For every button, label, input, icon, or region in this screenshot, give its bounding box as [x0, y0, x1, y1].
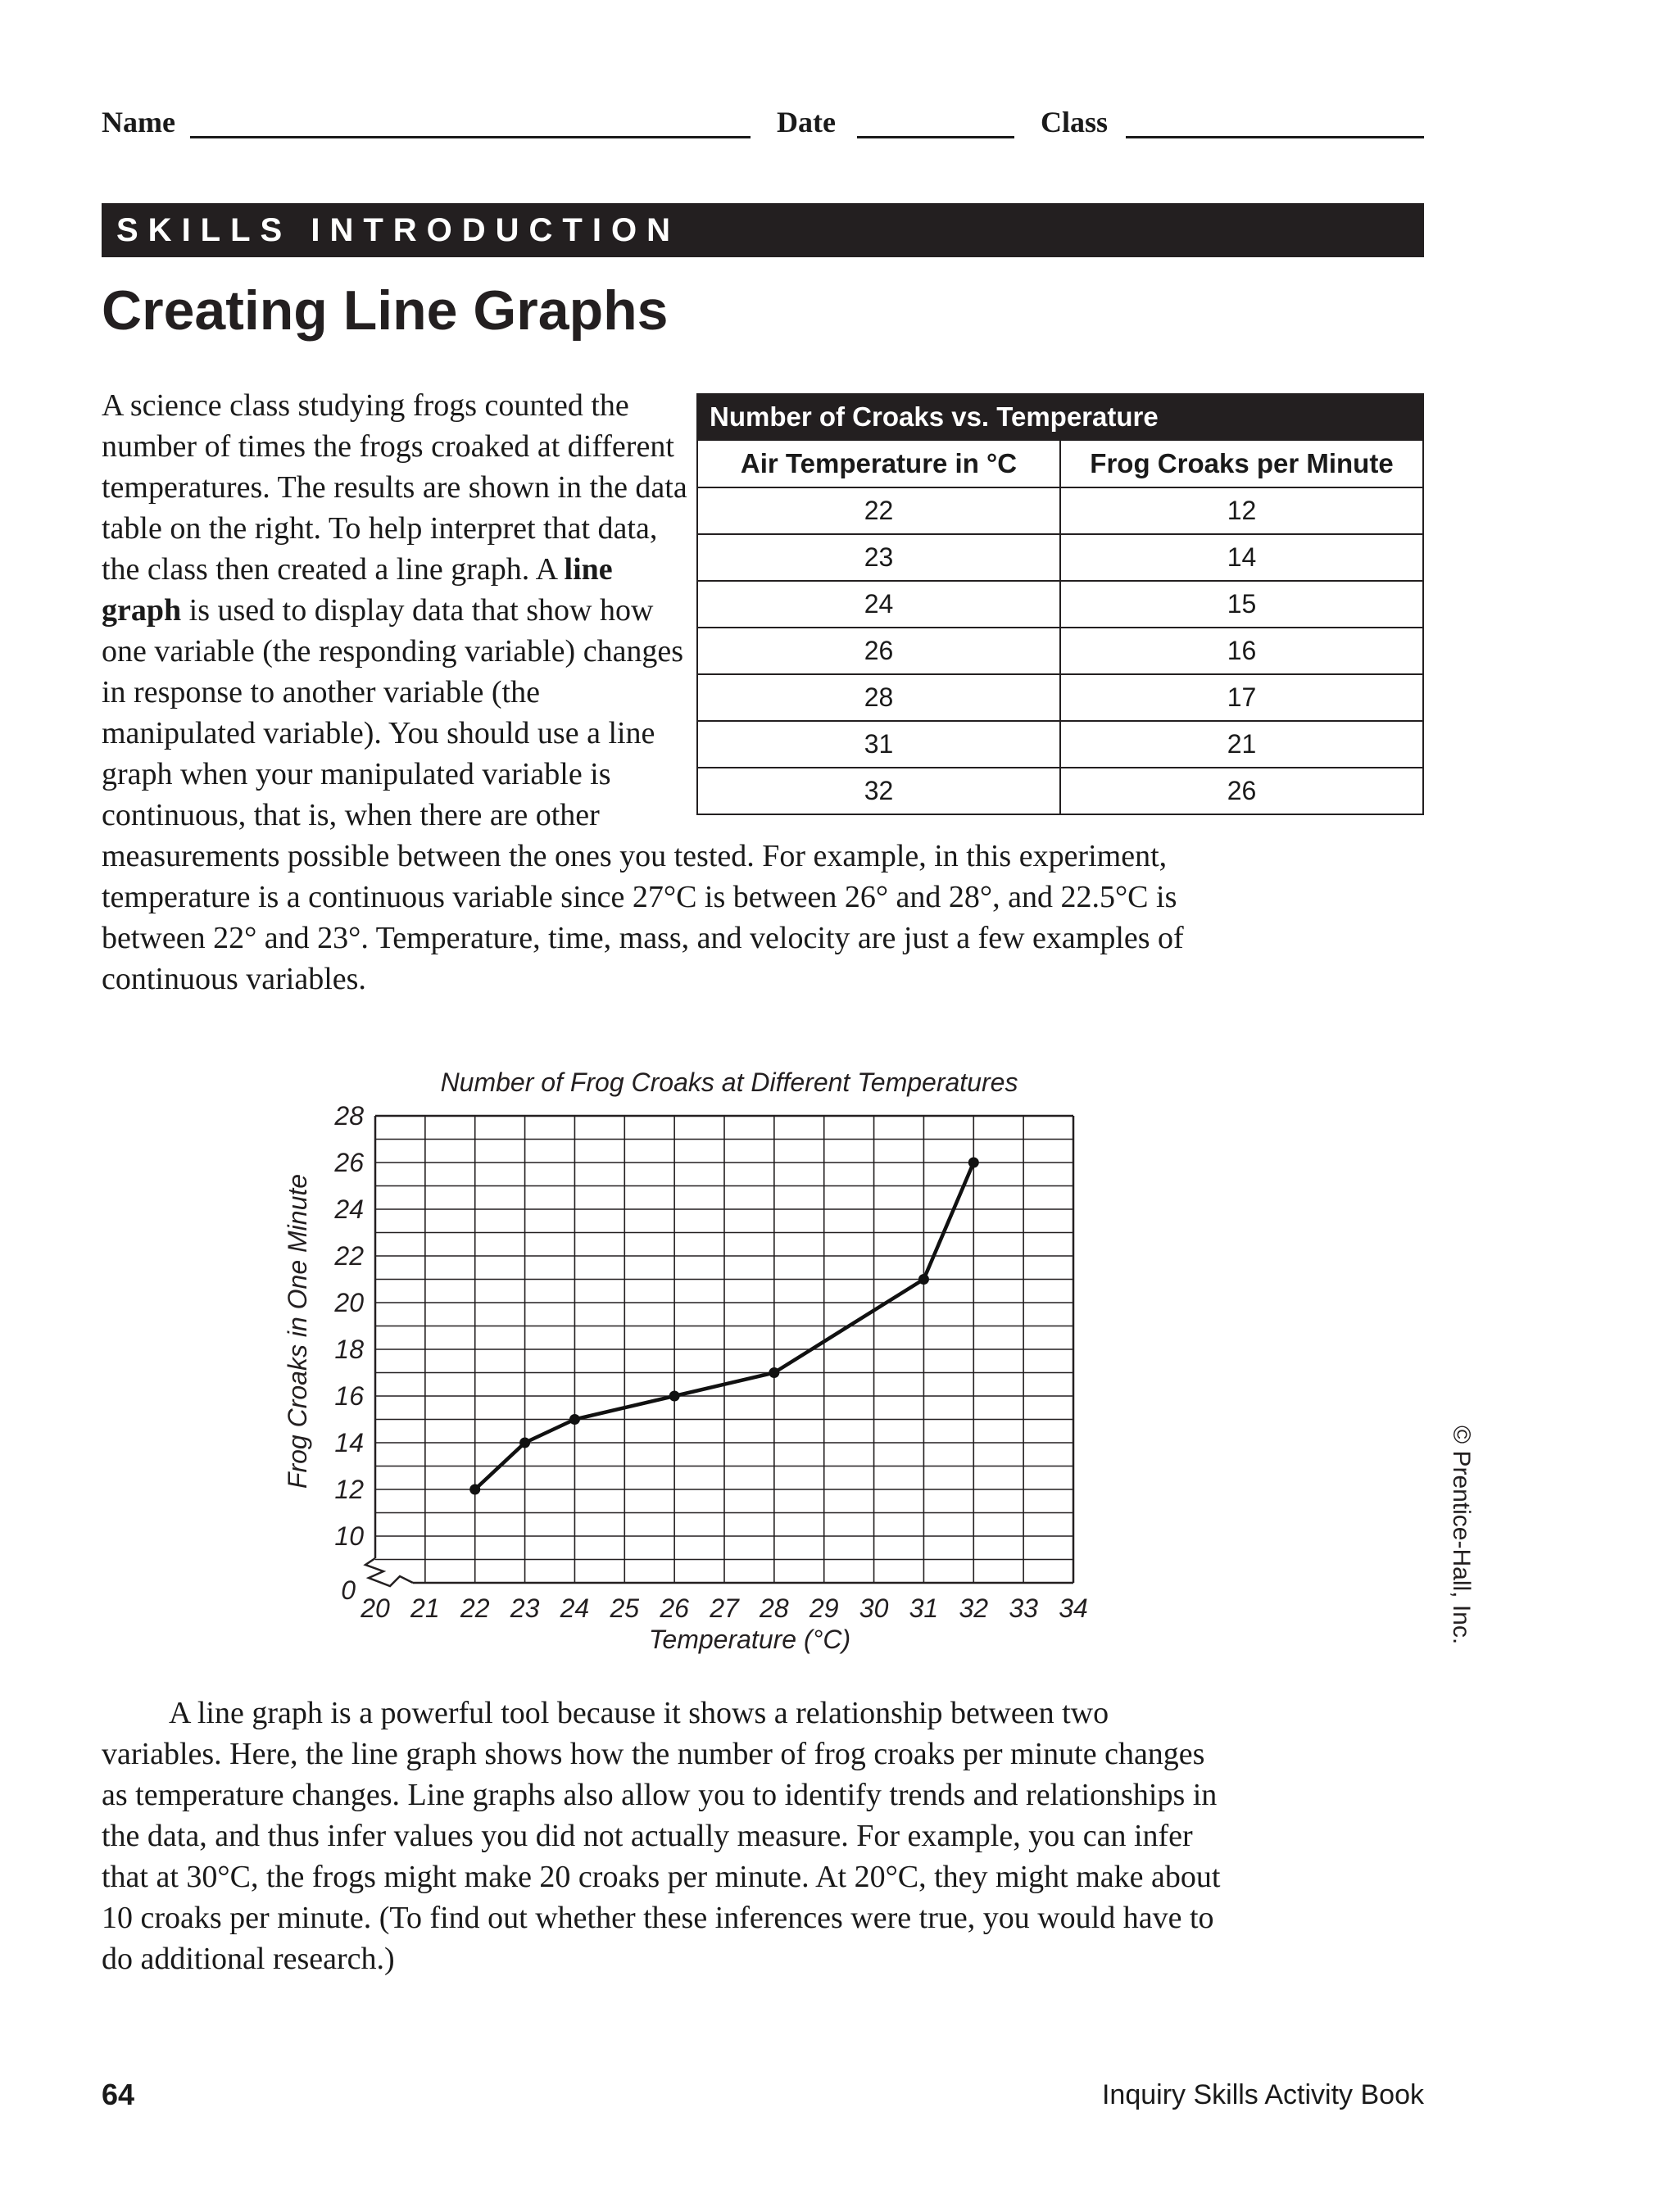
y-tick-label: 22 [334, 1241, 364, 1271]
x-tick-label: 23 [510, 1593, 540, 1623]
table-cell: 16 [1060, 628, 1423, 674]
y-tick-label: 16 [334, 1381, 364, 1411]
table-cell: 15 [1060, 581, 1423, 628]
y-tick-label: 10 [334, 1521, 364, 1551]
chart-title: Number of Frog Croaks at Different Temperatures [440, 1067, 1018, 1097]
x-tick-label: 34 [1059, 1593, 1088, 1623]
y-tick-label: 12 [334, 1475, 364, 1504]
table-cell: 31 [697, 721, 1060, 768]
table-cell: 32 [697, 768, 1060, 814]
table-cell: 22 [697, 487, 1060, 534]
page-number: 64 [102, 2078, 135, 2111]
y-tick-label: 18 [334, 1335, 364, 1364]
table-cell: 26 [1060, 768, 1423, 814]
second-paragraph: A line graph is a powerful tool because it shows a relationship between two variables. Here, the line graph shows how the number of frog croaks per minute changes as temperature changes. Line graphs also allow you to identify trends and relationships in the data, and thus infer values you did not actually measure. For example, you can infer that at 30°C, the frogs might make 20 croaks per minute. At 20°C, they might make about 10 croaks per minute. (To find out whether these inferences were true, you would have to do additional research.) [102, 1696, 1221, 1976]
page-title: Creating Line Graphs [102, 279, 669, 342]
y-tick-label: 14 [334, 1428, 364, 1457]
intro-text-start: A science class studying frogs counted the number of times the frogs croaked at different temperatures. The results are shown in the data table on the right. To help interpret that data, the class then created a line graph. A [102, 388, 687, 587]
data-point [769, 1367, 779, 1378]
y-tick-label: 24 [334, 1194, 364, 1224]
data-point [669, 1391, 680, 1402]
class-label: Class [1041, 106, 1109, 138]
class-blank [1126, 136, 1424, 138]
chart-ticks [333, 1101, 1087, 1623]
y-tick-label: 0 [341, 1575, 356, 1605]
y-tick-label: 20 [334, 1288, 364, 1317]
table-cell: 28 [697, 674, 1060, 721]
name-label: Name [102, 106, 175, 138]
table-spacer [693, 385, 1216, 805]
data-point [569, 1414, 580, 1425]
table-cell: 23 [697, 534, 1060, 581]
x-tick-label: 28 [760, 1593, 789, 1623]
table-cell: 21 [1060, 721, 1423, 768]
intro-text-end: is used to display data that show how one variable (the responding variable) changes in response to another variable (the manipulated variable). You should use a line graph when your manipulated variable is continuous, that is, when there are other measurements possible between the ones you tested. For example, in this experiment, temperature is a continuous variable since 27°C is between 26° and 28°, and 22.5°C is between 22° and 23°. Temperature, time, mass, and velocity are just a few examples of continuous variables. [102, 593, 1184, 996]
table-cell: 26 [697, 628, 1060, 674]
table-cell: 17 [1060, 674, 1423, 721]
intro-paragraph [102, 385, 1216, 999]
date-blank [857, 136, 1014, 138]
date-label: Date [777, 106, 836, 138]
x-tick-label: 25 [610, 1593, 640, 1623]
name-blank [190, 136, 751, 138]
data-point [519, 1438, 530, 1448]
x-tick-label: 22 [460, 1593, 490, 1623]
line-chart [270, 1057, 1139, 1671]
copyright-notice: © Prentice-Hall, Inc. [1448, 1426, 1475, 1645]
x-tick-label: 26 [660, 1593, 689, 1623]
chart-x-axis-label: Temperature (°C) [648, 1625, 851, 1654]
book-title: Inquiry Skills Activity Book [1101, 2079, 1424, 2110]
table-cell: 24 [697, 581, 1060, 628]
x-tick-label: 27 [710, 1593, 739, 1623]
chart-y-axis-label: Frog Croaks in One Minute [283, 1173, 312, 1489]
x-tick-label: 24 [560, 1593, 590, 1623]
x-tick-label: 21 [410, 1593, 440, 1623]
section-banner: SKILLS INTRODUCTION [102, 203, 1424, 257]
table-header-temperature: Air Temperature in °C [697, 440, 1060, 487]
table-cell: 14 [1060, 534, 1423, 581]
axis-break-zigzag [365, 1558, 413, 1586]
x-tick-label: 33 [1009, 1593, 1038, 1623]
chart-grid [375, 1116, 1073, 1583]
data-point [968, 1158, 979, 1168]
x-tick-label: 31 [909, 1593, 939, 1623]
term-line-graph: line graph [102, 552, 613, 628]
x-tick-label: 30 [859, 1593, 889, 1623]
table-header-croaks: Frog Croaks per Minute [1060, 440, 1423, 487]
data-point [918, 1274, 929, 1285]
data-point [469, 1484, 480, 1495]
y-tick-label: 26 [334, 1148, 364, 1177]
table-caption: Number of Croaks vs. Temperature [697, 394, 1423, 440]
x-tick-label: 29 [809, 1593, 839, 1623]
y-tick-label: 28 [334, 1101, 364, 1131]
table-cell: 12 [1060, 487, 1423, 534]
x-tick-label: 20 [361, 1593, 390, 1623]
x-tick-label: 32 [959, 1593, 989, 1623]
